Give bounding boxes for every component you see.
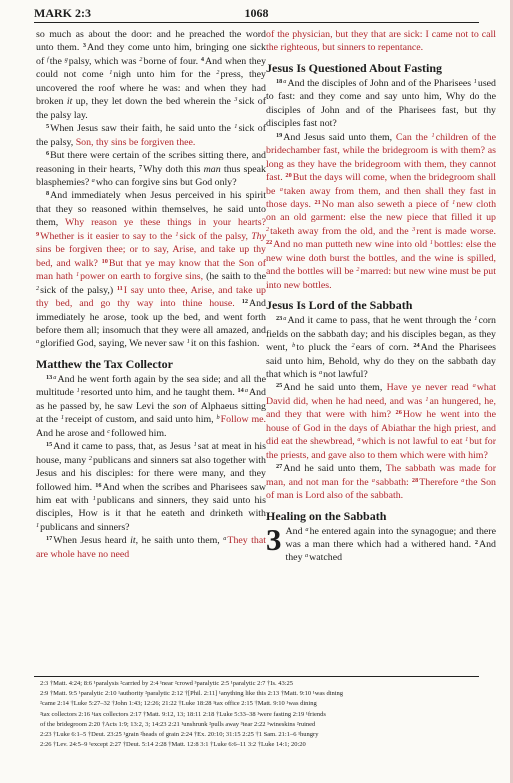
- page-number: 1068: [244, 6, 269, 20]
- footnote-line: 2:3 †Matt. 4:24; 8:6 ¹paralysis ²carried by 2:4 ¹near ²crowd ³paralytic 2:5 ¹paralytic 2:7 †Is. 43:25: [40, 680, 294, 687]
- footnote-line: 2:9 †Matt. 9:5 ¹paralytic 2:10 ¹authority ²paralytic 2:12 †[Phil. 2:11] ¹anything like this 2:13 †Matt. 9:10 ¹was dining: [40, 690, 344, 698]
- footnote-rule: [34, 676, 479, 677]
- footnotes: [40, 679, 470, 750]
- section-heading: Jesus Is Questioned About Fasting: [266, 60, 443, 75]
- footnote-line: 2:26 †Lev. 24:5–9 ¹except 2:27 †Deut. 5:14 2:28 †Matt. 12:8 3:1 †Luke 6:6–11 3:2 †Luke 14:1; 20:20: [40, 741, 306, 749]
- verse-paragraph: 3 And $^a$he entered again into the synagogue; and there was a man there which had a withered hand. $^2$And they $^a$watched: [266, 521, 496, 564]
- verse-paragraph: $^{25}$And he said unto them, Have ye never read $^a$what David did, when he had need, and was $^1$an hungered, he, and they that were with him? $^{26}$How he went into the house of God in the days of Abiathar the high priest, and did eat the shewbread, $^a$which is not lawful to eat $^1$but for the priests, and gave also to them which were with him?: [266, 382, 496, 461]
- verse-paragraph: $^5$When Jesus saw their faith, he said unto the $^1$sick of the palsy, Son, thy sins be forgiven thee.: [36, 123, 266, 148]
- footnote-line: ²tax collectors 2:16 ¹tax collectors 2:17 †Matt. 9:12, 13; 18:11 2:18 †Luke 5:33–38 ¹were fasting 2:19 ¹friends: [40, 710, 326, 718]
- left-column: [36, 28, 266, 668]
- words-of-jesus: Have ye never read $^a$what David did, when he had need, and was $^1$an hungered, he, and they that were with him? $^{26}$How he went into the house of God in the days of Abiathar the high priest, and did eat the shewbread, $^a$which is not lawful to eat $^1$but for the priests, and gave also to them which were with him?: [266, 382, 496, 461]
- words-of-jesus: I say unto thee, Arise, and take up thy bed, and go thy way into thine house.: [36, 284, 266, 310]
- words-of-jesus: Why reason ye these things in your hearts? $^9$Whether is it easier to say to the $^1$sick of the palsy, Thy sins be forgiven thee; or to say, Arise, and take up thy bed, and walk? $^{10}$But that ye may know that the Son of man hath $^1$power on earth to forgive sins,: [36, 217, 266, 283]
- words-of-jesus: The sabbath was made for man, and not man for the $^a$sabbath: $^{28}$Therefore $^a$the Son of man is Lord also of the sabbath.: [266, 463, 496, 502]
- footnote-line: 2:23 †Luke 6:1–5 †Deut. 23:25 ¹grain ²heads of grain 2:24 †Ex. 20:10; 31:15 2:25 †1 Sam. 21:1–6 ¹hungry: [40, 731, 319, 739]
- verse-paragraph: $^6$But there were certain of the scribes sitting there, and reasoning in their hearts, $^7$Why doth this man thus speak blasphemies? $^a$who can forgive sins but God only?: [36, 150, 266, 188]
- verse-paragraph: $^8$And immediately when Jesus perceived in his spirit that they so reasoned within themselves, he said unto them, Why reason ye these things in your hearts? $^9$Whether is it easier to say to the $^1$sick of the palsy, Thy sins be forgiven thee; or to say, Arise, and take up thy bed, and walk? $^{10}$But that ye may know that the Son of man hath $^1$power on earth to forgive sins, (he saith to the $^2$sick of the palsy,) $^{11}$I say unto thee, Arise, and take up thy bed, and go thy way into thine house. $^{12}$And immediately he arose, took up the bed, and went forth before them all; insomuch that they were all amazed, and $^a$glorified God, saying, We never saw $^1$it on this fashion.: [36, 190, 266, 350]
- verse-paragraph: $^{13a}$And he went forth again by the sea side; and all the multitude $^1$resorted unto him, and he taught them. $^{14a}$And as he passed by, he saw Levi the son of Alphaeus sitting at the $^1$receipt of custom, and said unto him, $^b$Follow me. And he arose and $^c$followed him.: [36, 373, 266, 439]
- chapter-number: 3: [266, 521, 282, 557]
- footnote-line: of the bridegroom 2:20 †Acts 1:9; 13:2, 3; 14:23 2:21 ¹unshrunk ²pulls away ³tear 2:22 ¹wineskins ²ruined: [40, 720, 316, 728]
- running-head: MARK 2:3: [34, 6, 91, 20]
- right-column: [266, 28, 496, 668]
- words-of-jesus: Can the $^1$children of the bridechamber fast, while the bridegroom is with them? as long as they have the bridegroom with them, they cannot fast. $^{20}$But the days will come, when the bridegroom shall be $^a$taken away from them, and then shall they fast in those days. $^{21}$No man also seweth a piece of $^1$new cloth on an old garment: else the new piece that filled it up $^2$taketh away from the old, and the $^3$rent is made worse. $^{22}$And no man putteth new wine into old $^1$bottles: else the new wine doth burst the bottles, and the wine is spilled, and the bottles will be $^2$marred: but new wine must be put into new bottles.: [266, 131, 496, 291]
- footnote-line: ²came 2:14 †Luke 5:27–32 †John 1:43; 12:26; 21:22 †Luke 18:28 ¹tax office 2:15 †Matt. 9:10 ¹was dining: [40, 700, 317, 708]
- words-of-jesus: They that are whole have no need: [36, 535, 266, 560]
- verse-paragraph: $^{15}$And it came to pass, that, as Jesus $^1$sat at meat in his house, many $^2$publicans and sinners sat also together with Jesus and his disciples: for there were many, and they followed him. $^{16}$And when the scribes and Pharisees saw him eat with $^1$publicans and sinners, they said unto his disciples, How is it that he eateth and drinketh with $^1$publicans and sinners?: [36, 441, 266, 533]
- header-rule: [34, 22, 479, 23]
- verse-paragraph: so much as about the door: and he preached the word unto them. $^3$And they come unto him, bringing one sick of $^f$the $^g$palsy, which was $^2$borne of four. $^4$And when they could not come $^1$nigh unto him for the $^2$press, they uncovered the roof where he was: and when they had broken it up, they let down the bed wherein the $^3$sick of the palsy lay.: [36, 29, 266, 121]
- words-of-jesus: Follow me.: [220, 414, 266, 426]
- words-of-jesus: of the physician, but they that are sick: I came not to call the righteous, but sinners to repentance.: [266, 29, 496, 54]
- section-heading: Matthew the Tax Collector: [36, 356, 173, 371]
- verse-paragraph: $^{18a}$And the disciples of John and of the Pharisees $^1$used to fast: and they come and say unto him, Why do the disciples of John and of the Pharisees fast, but thy disciples fast not?: [266, 77, 496, 130]
- verse-paragraph: $^{27}$And he said unto them, The sabbath was made for man, and not man for the $^a$sabbath: $^{28}$Therefore $^a$the Son of man is Lord also of the sabbath.: [266, 463, 496, 502]
- verse-paragraph: $^{17}$When Jesus heard it, he saith unto them, $^a$They that are whole have no need: [36, 535, 266, 560]
- verse-paragraph: $^{23a}$And it came to pass, that he went through the $^1$corn fields on the sabbath day; and his disciples began, as they went, $^b$to pluck the $^2$ears of corn. $^{24}$And the Pharisees said unto him, Behold, why do they on the sabbath day that which is $^a$not lawful?: [266, 315, 496, 380]
- words-of-jesus: Son, thy sins be forgiven thee.: [75, 136, 196, 148]
- section-heading: Healing on the Sabbath: [266, 508, 387, 523]
- verse-paragraph: $^{19}$And Jesus said unto them, Can the $^1$children of the bridechamber fast, while the bridegroom is with them? as long as they have the bridegroom with them, they cannot fast. $^{20}$But the days will come, when the bridegroom shall be $^a$taken away from them, and then shall they fast in those days. $^{21}$No man also seweth a piece of $^1$new cloth on an old garment: else the new piece that filled it up $^2$taketh away from the old, and the $^3$rent is made worse. $^{22}$And no man putteth new wine into old $^1$bottles: else the new wine doth burst the bottles, and the wine is spilled, and the bottles will be $^2$marred: but new wine must be put into new bottles.: [266, 131, 496, 291]
- section-heading: Jesus Is Lord of the Sabbath: [266, 298, 413, 313]
